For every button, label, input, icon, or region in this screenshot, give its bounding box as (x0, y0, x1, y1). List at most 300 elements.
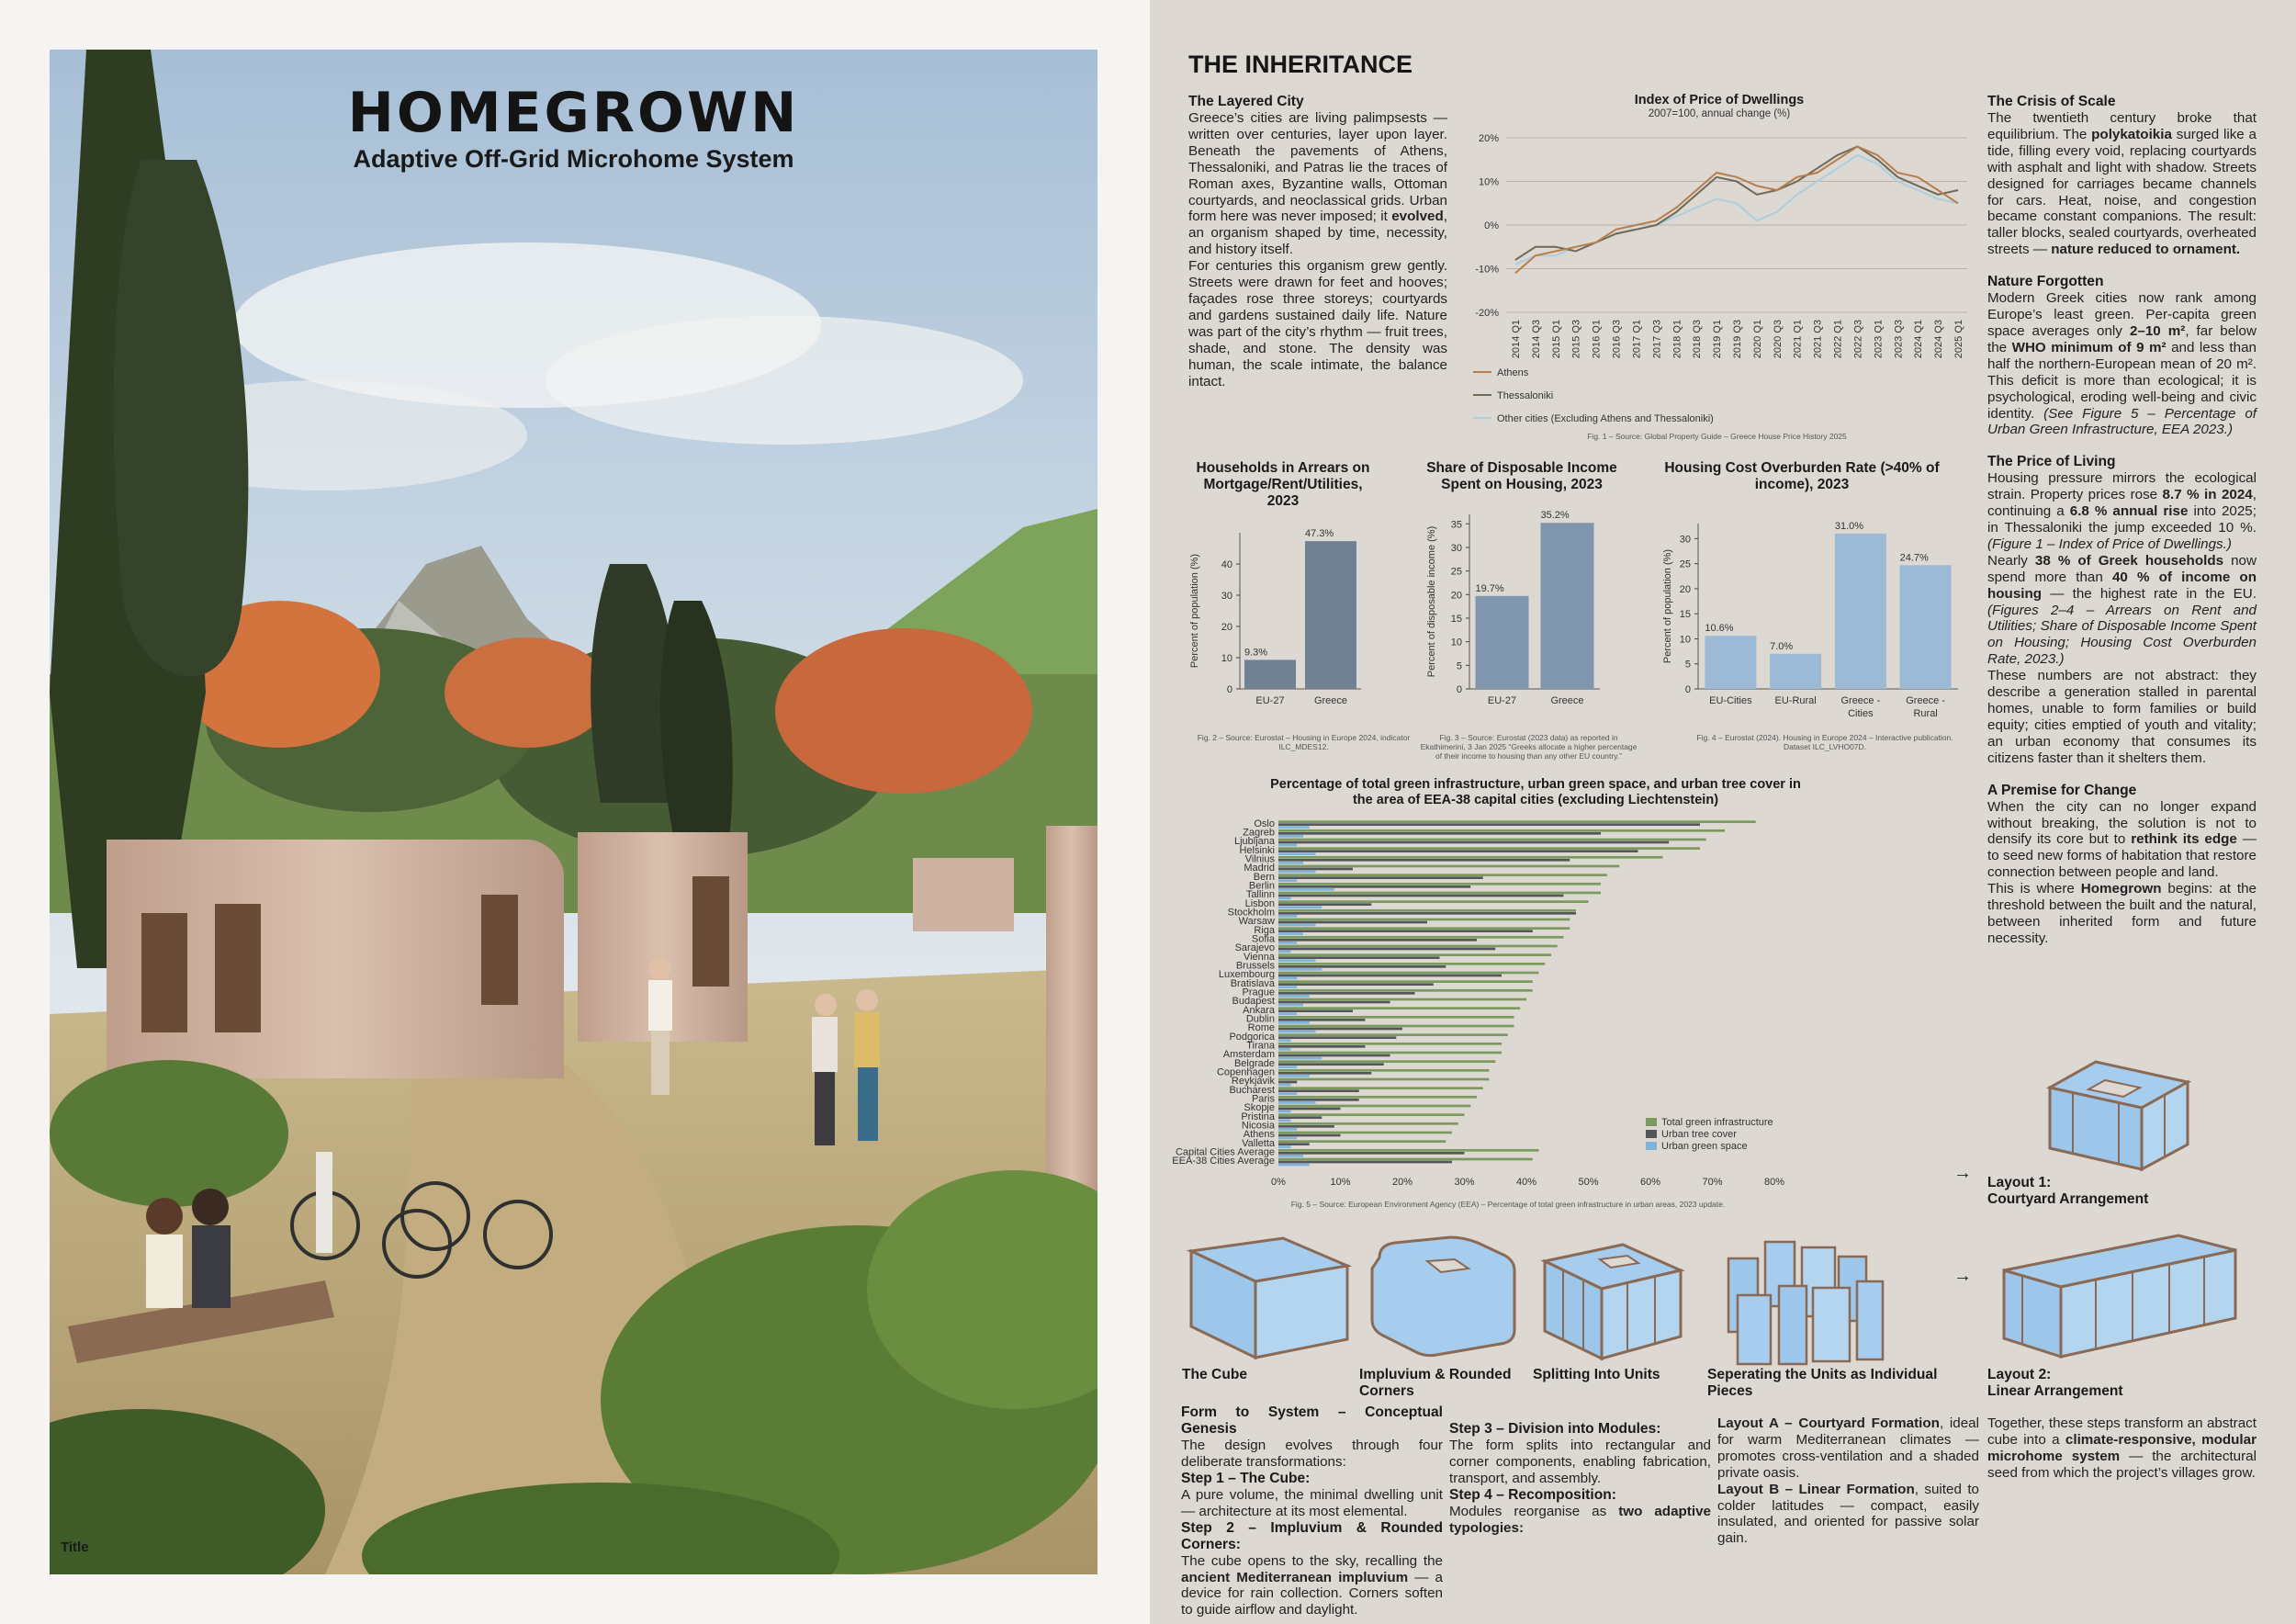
fig5-bar (1278, 1081, 1297, 1084)
fig5-bar (1278, 832, 1601, 835)
bar-category-label: EU-Cities (1709, 695, 1752, 706)
impluvium-diagram (1363, 1234, 1524, 1362)
fig5-category-label: Madrid (1244, 863, 1275, 874)
arrow-layout2: → (1953, 1266, 1972, 1286)
fig5-bar (1278, 956, 1440, 959)
fig1-xtick: 2018 Q3 (1692, 320, 1704, 359)
step1-caption: The Cube (1182, 1367, 1248, 1382)
fig5-bar (1278, 1057, 1322, 1060)
fig5-bar (1278, 983, 1434, 986)
fig5-category-label: Luxembourg (1218, 969, 1275, 981)
fig5-bar (1278, 1108, 1341, 1111)
bar-ytick: 20 (1221, 622, 1232, 633)
bar-value-label: 47.3% (1305, 528, 1334, 540)
fig5-category-label: Bucharest (1229, 1084, 1275, 1096)
fig5-bar (1278, 1063, 1384, 1066)
fig1-title: Index of Price of Dwellings (1634, 93, 1805, 107)
fig5-bar (1278, 1143, 1310, 1145)
fig1-ytick: 0% (1484, 220, 1499, 231)
fig5-category-label: Helsinki (1239, 844, 1275, 856)
fig5-bar (1278, 874, 1607, 876)
fig1-xtick: 2020 Q1 (1751, 320, 1763, 359)
fig5-bar (1278, 1033, 1508, 1036)
fig1-legend-label: Other cities (Excluding Athens and Thessaloniki) (1497, 413, 1714, 424)
fig5-bar-chart (1168, 813, 1829, 1190)
fig5-bar (1278, 919, 1570, 921)
fig5-bar (1278, 959, 1316, 962)
fig5-bar (1278, 1134, 1341, 1137)
fig5-bar (1278, 859, 1570, 862)
fig5-category-label: Copenhagen (1216, 1066, 1275, 1078)
fig5-bar (1278, 1019, 1366, 1021)
fig5-bar (1278, 1161, 1452, 1164)
fig5-bar (1278, 1031, 1316, 1033)
fig1-legend-label: Thessaloniki (1497, 390, 1554, 401)
fig5-source: Fig. 5 – Source: European Environment Agency (EEA) – Percentage of total green infrastructure in urban areas, 2023 update. (1290, 1200, 1726, 1209)
bar-value-label: 24.7% (1899, 552, 1929, 564)
fig5-bar (1278, 998, 1526, 1001)
fig5-bar (1278, 948, 1495, 951)
fig3-source: Fig. 3 – Source: Eurostat (2023 data) as reported in Ekathimerini, 3 Jan 2025 “Greeks allocate a higher percentage of their income to housing than any other EU country.” (1420, 733, 1638, 761)
fig5-bar (1278, 1164, 1310, 1167)
fig5-bar (1278, 1078, 1490, 1081)
fig5-legend-label: Total green infrastructure (1661, 1117, 1773, 1128)
courtyard-layout-diagram (2032, 1054, 2234, 1183)
genesis-col3: Layout A – Courtyard Formation, ideal for warm Mediterranean climates — promotes cross-ventilation and a shaded private oasis. Layout B – Linear Formation, suited to colder latitudes — compact, easily insulated, and oriented for passive solar gain. (1717, 1415, 1980, 1547)
fig5-bar (1278, 852, 1316, 855)
fig2-bar-chart (1187, 514, 1398, 716)
fig5-bar (1278, 992, 1415, 995)
bar-ytick: 30 (1450, 542, 1462, 554)
village-rendering (50, 50, 1097, 1574)
fig1-xtick: 2021 Q1 (1792, 320, 1804, 359)
fig5-legend-swatch (1646, 1130, 1657, 1138)
fig1-xtick: 2015 Q3 (1570, 320, 1582, 359)
fig5-bar (1278, 1066, 1297, 1068)
bar-ytick: 40 (1221, 559, 1232, 570)
fig5-bar (1278, 1028, 1402, 1031)
fig5-bar (1278, 906, 1322, 908)
fig5-category-label: Stockholm (1227, 907, 1275, 919)
bar-value-label: 9.3% (1244, 647, 1268, 659)
fig1-ytick: 20% (1478, 133, 1499, 144)
fig5-category-label: Valletta (1242, 1137, 1275, 1149)
bar-ytick: 25 (1450, 566, 1462, 578)
fig1-xtick: 2017 Q3 (1651, 320, 1663, 359)
layout1-label: Layout 1: Courtyard Arrangement (1987, 1175, 2149, 1207)
fig5-bar (1278, 1025, 1514, 1028)
fig5-category-label: Vilnius (1244, 853, 1275, 865)
fig5-bar (1278, 820, 1756, 823)
fig5-category-label: Rome (1247, 1022, 1275, 1034)
linear-layout-diagram (1995, 1226, 2247, 1364)
bar-value-label: 10.6% (1705, 623, 1734, 635)
fig1 (1462, 92, 1976, 120)
bar-mark (1705, 636, 1756, 689)
fig3-title: Share of Disposable Income Spent on Housing, 2023 (1426, 460, 1617, 492)
fig5-bar (1278, 945, 1558, 948)
fig5-bar (1278, 883, 1601, 885)
fig1-legend-label: Athens (1497, 367, 1529, 378)
price-text: Housing pressure mirrors the ecological strain. Property prices rose 8.7 % in 2024, continuing a 6.8 % annual rise into 2025; in Thessaloniki the jump exceeded 10 %. (Figure 1 – Index of Price of Dwellings.) (1987, 470, 2257, 552)
fig2-source: Fig. 2 – Source: Eurostat – Housing in Europe 2024, indicator ILC_MDES12. (1197, 733, 1411, 751)
fig5-bar (1278, 912, 1576, 915)
bar-ytick: 0 (1456, 684, 1462, 695)
bar-ylabel: Percent of population (%) (1189, 553, 1200, 669)
fig5-bar (1278, 1125, 1334, 1128)
fig1-xtick: 2015 Q1 (1550, 320, 1562, 359)
fig5-bar (1278, 1087, 1483, 1089)
arrow-layout1: → (1953, 1163, 1972, 1183)
fig5-bar (1278, 1132, 1452, 1134)
fig5-bar (1278, 1096, 1477, 1099)
fig5-bar (1278, 1060, 1495, 1063)
fig5-bar (1278, 1036, 1396, 1039)
fig5-legend-swatch (1646, 1142, 1657, 1150)
fig5-bar (1278, 921, 1427, 924)
fig5-category-label: Capital Cities Average (1175, 1146, 1275, 1158)
fig1-xtick: 2024 Q3 (1933, 320, 1945, 359)
fig5-bar (1278, 1158, 1533, 1161)
crisis-text: The twentieth century broke that equilibrium. The polykatoikia surged like a tide, filling every void, replacing courtyards with asphalt and light with shadow. Streets designed for carriages became channels for cars. Heat, noise, and congestion became constant companions. The result: taller blocks, sealed courtyards, overheated streets — nature reduced to ornament. (1987, 110, 2257, 258)
fig5-category-label: Vienna (1243, 951, 1275, 963)
fig5-bar (1278, 865, 1619, 868)
fig5-xtick: 0% (1271, 1177, 1286, 1188)
fig1-xtick: 2016 Q3 (1611, 320, 1623, 359)
step3-caption: Splitting Into Units (1533, 1367, 1660, 1382)
fig5-bar (1278, 1128, 1297, 1131)
fig5-category-label: Paris (1251, 1093, 1275, 1105)
corner-label: Title (61, 1539, 89, 1555)
fig5-bar (1278, 1075, 1310, 1077)
section-heading: THE INHERITANCE (1188, 51, 1413, 78)
splitting-diagram (1536, 1235, 1687, 1364)
fig5-bar (1278, 1043, 1502, 1045)
cube-diagram (1182, 1231, 1361, 1364)
fig5-category-label: Lisbon (1244, 897, 1275, 909)
fig5-bar (1278, 986, 1297, 988)
fig1-subtitle: 2007=100, annual change (%) (1648, 108, 1791, 119)
bar-ytick: 0 (1226, 684, 1232, 695)
fig5-xtick: 80% (1763, 1177, 1785, 1188)
fig5-bar (1278, 1116, 1322, 1119)
fig5-bar (1278, 839, 1706, 841)
fig5-title: Percentage of total green infrastructure, urban green space, and urban tree cover in the area of EEA-38 capital cities (excluding Liechtenstein) (1270, 777, 1801, 807)
bar-category-label: Greece (1550, 695, 1584, 706)
bar-ytick: 15 (1679, 609, 1691, 621)
rendering-image (50, 50, 1097, 1574)
fig5-category-label: Belgrade (1233, 1057, 1275, 1069)
fig5-category-label: Podgorica (1229, 1031, 1275, 1043)
crisis-title: The Crisis of Scale (1987, 94, 2116, 109)
fig5-bar (1278, 1007, 1520, 1009)
bar-ytick: 25 (1679, 558, 1691, 570)
fig5-bar (1278, 879, 1297, 882)
bar-category-label: Cities (1848, 708, 1874, 719)
bar-ytick: 10 (1450, 637, 1462, 648)
bar-ytick: 30 (1221, 591, 1232, 602)
fig5-bar (1278, 1111, 1291, 1113)
fig5-bar (1278, 951, 1291, 953)
bar-ylabel: Percent of disposable income (%) (1426, 525, 1437, 678)
bar-category-label: Greece (1313, 695, 1348, 706)
bar-ylabel: Percent of population (%) (1662, 548, 1673, 664)
fig5-bar (1278, 823, 1700, 826)
fig5-bar (1278, 900, 1589, 903)
fig5-category-label: Prague (1242, 987, 1275, 998)
fig5-category-label: Berlin (1248, 880, 1275, 892)
fig4-title: Housing Cost Overburden Rate (>40% of income), 2023 (1664, 460, 1940, 492)
bar-mark (1770, 654, 1821, 689)
fig1-xtick: 2023 Q1 (1873, 320, 1885, 359)
bar-category-label: EU-27 (1255, 695, 1285, 706)
fig5-legend-label: Urban tree cover (1661, 1129, 1737, 1140)
bar-mark (1541, 523, 1594, 689)
fig5-bar (1278, 895, 1564, 897)
fig5-bar (1278, 847, 1700, 850)
genesis-col2: Step 3 – Division into Modules: The form splits into rectangular and corner components, enabling fabrication, transport, and assembly. Step 4 – Recomposition: Modules reorganise as two adaptive typologies: (1449, 1421, 1711, 1536)
fig5-bar (1278, 1099, 1359, 1101)
fig5-bar (1278, 965, 1446, 968)
bar-category-label: EU-27 (1487, 695, 1517, 706)
fig5-xtick: 60% (1639, 1177, 1661, 1188)
fig5-bar (1278, 942, 1297, 944)
fig5-category-label: Brussels (1235, 960, 1275, 972)
fig1-xtick: 2021 Q3 (1812, 320, 1824, 359)
price-title: The Price of Living (1987, 454, 2116, 470)
fig5-bar (1278, 1101, 1316, 1104)
layout2-label: Layout 2: Linear Arrangement (1987, 1367, 2123, 1399)
fig5-category-label: EEA-38 Cities Average (1172, 1156, 1275, 1167)
fig5-bar (1278, 841, 1669, 844)
fig5-xtick: 10% (1330, 1177, 1351, 1188)
fig5-bar (1278, 1016, 1514, 1019)
bar-mark (1305, 541, 1356, 689)
bar-ytick: 10 (1679, 634, 1691, 646)
bar-value-label: 7.0% (1770, 640, 1794, 652)
right-text-column: The Crisis of Scale The twentieth century broke that equilibrium. The polykatoikia surged like a tide, filling every void, replacing courtyards with asphalt and light with shadow. Streets designed for carriages became channels for cars. Heat, noise, and congestion became constant companions. The result: taller blocks, sealed courtyards, overheated streets — nature reduced to ornament. Nature Forgotten Modern Greek cities now rank among Europe’s least green. Per-capita green space averages only 2–10 m², far below the WHO minimum of 9 m² and less than half the northern-European mean of 20 m². This deficit is more than ecological; it is psychological, eroding well-being and civic identity. (See Figure 5 – Percentage of Urban Green Infrastructure, EEA 2023.) The Price of Living Housing pressure mirrors the ecological strain. Property prices rose 8.7 % in 2024, continuing a 6.8 % annual rise into 2025; in Thessaloniki the jump exceeded 10 %. (Figure 1 – Index of Price of Dwellings.) Nearly 38 % of Greek households now spend more than 40 % of income on housing — the highest rate in the EU. (Figures 2–4 – Arrears on Rent and Utilities; Share of Disposable Income Spent on Housing; Housing Cost Overburden Rate, 2023.) These numbers are not abstract: they describe a generation stalled in parental homes, unable to form families or build equity; cities emptied of youth and vitality; an urban economy that consumes its citizens faster than it shelters them. A Premise for Change When the city can no longer expand without breaking, the solution is not to densify its core but to rethink its edge — to seed new forms of habitation that restore connection between people and land. This is where Homegrown begins: at the threshold between the built and the natural, between inherited form and future necessity. (1987, 94, 2257, 946)
bar-ytick: 30 (1679, 534, 1691, 546)
fig5-bar (1278, 1084, 1291, 1087)
premise-title: A Premise for Change (1987, 782, 2137, 798)
fig5-bar (1278, 903, 1371, 906)
fig5-bar (1278, 1105, 1470, 1108)
genesis-col1: Form to System – Conceptual Genesis The design evolves through four deliberate transformations: Step 1 – The Cube: A pure volume, the minimal dwelling unit — architecture at its most elemental. Step 2 – Impluvium & Rounded Corners: The cube opens to the sky, recalling the ancient Mediterranean impluvium — a device for rain collection. Corners soften to guide airflow and daylight. (1181, 1404, 1443, 1618)
fig5-bar (1278, 953, 1551, 956)
fig5-category-label: Tallinn (1245, 889, 1275, 901)
fig2-title: Households in Arrears on Mortgage/Rent/Utilities, 2023 (1196, 460, 1370, 509)
fig5-xtick: 70% (1702, 1177, 1723, 1188)
fig5-bar (1278, 862, 1303, 864)
fig5-bar (1278, 989, 1533, 992)
fig3-bar-chart (1424, 503, 1635, 716)
fig1-xtick: 2019 Q1 (1712, 320, 1724, 359)
fig5-bar (1278, 885, 1470, 888)
premise-text: When the city can no longer expand without breaking, the solution is not to densify its core but to rethink its edge — to seed new forms of habitation that restore connection between people and land. (1987, 798, 2257, 881)
fig5-bar (1278, 871, 1316, 874)
fig5-bar (1278, 1001, 1390, 1004)
fig5-bar (1278, 1039, 1291, 1042)
fig5-category-label: Skopje (1244, 1102, 1275, 1114)
fig1-xtick: 2025 Q1 (1953, 320, 1964, 359)
fig1-xtick: 2022 Q3 (1852, 320, 1864, 359)
bar-ytick: 5 (1456, 660, 1462, 672)
fig1-xtick: 2024 Q1 (1913, 320, 1925, 359)
fig1-xtick: 2017 Q1 (1631, 320, 1643, 359)
fig5-bar (1278, 1021, 1310, 1024)
right-page (1150, 0, 2296, 1624)
fig5-bar (1278, 963, 1545, 965)
fig5-bar (1278, 915, 1297, 918)
fig5-category-label: Amsterdam (1222, 1049, 1275, 1061)
bar-category-label: EU-Rural (1774, 695, 1817, 706)
fig5-category-label: Sarajevo (1234, 942, 1275, 954)
fig5-bar (1278, 1149, 1539, 1152)
fig1-ytick: 10% (1478, 176, 1499, 188)
fig5-bar (1278, 975, 1502, 977)
bar-category-label: Greece - (1906, 695, 1946, 706)
fig5-bar (1278, 829, 1725, 832)
poster-title: HOMEGROWN (347, 81, 800, 145)
bar-value-label: 31.0% (1834, 520, 1864, 532)
bar-mark (1900, 565, 1952, 689)
fig1-series-line (1515, 147, 1958, 274)
fig5-category-label: Reykjavik (1231, 1076, 1275, 1088)
fig1-xtick: 2018 Q1 (1671, 320, 1683, 359)
layered-city-title: The Layered City (1188, 94, 1304, 109)
fig5-bar (1278, 936, 1564, 939)
fig5-category-label: Dublin (1245, 1013, 1275, 1025)
fig5-bar (1278, 909, 1576, 912)
fig5-bar (1278, 1069, 1490, 1072)
fig5-category-label: Sofia (1251, 933, 1275, 945)
fig5-category-label: Oslo (1254, 818, 1275, 829)
fig5-bar (1278, 930, 1533, 932)
fig5-legend-label: Urban green space (1661, 1141, 1748, 1152)
fig5-bar (1278, 1072, 1371, 1075)
fig5-bar (1278, 924, 1316, 927)
fig5-bar (1278, 892, 1601, 895)
fig5-bar (1278, 1092, 1297, 1095)
fig5-bar (1278, 1054, 1390, 1057)
bar-ytick: 15 (1450, 613, 1462, 625)
fig1-xtick: 2020 Q3 (1772, 320, 1784, 359)
bar-ytick: 20 (1450, 590, 1462, 602)
fig1-source: Fig. 1 – Source: Global Property Guide – Greece House Price History 2025 (1587, 432, 1847, 441)
bar-ytick: 0 (1684, 684, 1691, 695)
fig5-category-label: Zagreb (1243, 827, 1275, 839)
fig5-category-label: Ljubljana (1233, 836, 1275, 848)
poster-subtitle: Adaptive Off-Grid Microhome System (353, 145, 794, 173)
fig5-bar (1278, 1137, 1297, 1140)
fig5-bar (1278, 1113, 1465, 1116)
step4-caption: Seperating the Units as Individual Pieces (1707, 1367, 1938, 1399)
fig1-xtick: 2019 Q3 (1732, 320, 1743, 359)
bar-category-label: Greece - (1840, 695, 1881, 706)
fig5-bar (1278, 835, 1303, 838)
bar-value-label: 35.2% (1540, 510, 1570, 522)
fig5-bar (1278, 856, 1663, 859)
fig5-category-label: Riga (1254, 924, 1275, 936)
bar-ytick: 20 (1679, 583, 1691, 595)
fig5-bar (1278, 927, 1570, 930)
fig5-bar (1278, 932, 1303, 935)
fig5-bar (1278, 980, 1533, 983)
fig5-bar (1278, 826, 1310, 829)
fig5-bar (1278, 868, 1353, 871)
fig5-bar (1278, 977, 1297, 980)
fig5-xtick: 50% (1578, 1177, 1599, 1188)
fig5-category-label: Warsaw (1238, 916, 1275, 928)
fig5-bar (1278, 888, 1334, 891)
bar-category-label: Rural (1913, 708, 1938, 719)
nature-title: Nature Forgotten (1987, 274, 2104, 290)
fig5-bar (1278, 1155, 1303, 1157)
step2-caption: Impluvium & Rounded Corners (1359, 1367, 1512, 1399)
fig1-xtick: 2022 Q1 (1832, 320, 1844, 359)
fig5-bar (1278, 850, 1638, 852)
fig5-bar (1278, 844, 1297, 847)
fig5-category-label: Nicosia (1241, 1120, 1275, 1132)
separated-units-diagram (1710, 1231, 1894, 1369)
bar-mark (1835, 534, 1886, 689)
fig5-bar (1278, 897, 1291, 900)
fig5-category-label: Bern (1253, 871, 1275, 883)
bar-ytick: 5 (1684, 659, 1691, 671)
fig5-category-label: Pristina (1241, 1111, 1275, 1122)
fig5-category-label: Bratislava (1230, 977, 1275, 989)
bar-ytick: 10 (1221, 653, 1232, 664)
fig5-category-label: Tirana (1246, 1040, 1275, 1052)
fig5-bar (1278, 1145, 1291, 1148)
fig5-bar (1278, 1012, 1297, 1015)
nature-text: Modern Greek cities now rank among Europe’s least green. Per-capita green space averages only 2–10 m², far below the WHO minimum of 9 m² and less than half the northern-European mean of 20 m². This deficit is more than ecological; it is psychological, eroding well-being and civic identity. (See Figure 5 – Percentage of Urban Green Infrastructure, EEA 2023.) (1987, 290, 2257, 438)
fig1-xtick: 2016 Q1 (1591, 320, 1603, 359)
fig5-bar (1278, 1004, 1303, 1007)
bar-ytick: 35 (1450, 519, 1462, 531)
fig5-legend-swatch (1646, 1118, 1657, 1126)
fig5-xtick: 30% (1454, 1177, 1475, 1188)
fig5-xtick: 20% (1391, 1177, 1413, 1188)
bar-value-label: 19.7% (1475, 582, 1504, 594)
fig5-bar (1278, 1009, 1353, 1012)
fig5-bar (1278, 1045, 1366, 1048)
fig5-category-label: Athens (1243, 1129, 1275, 1141)
layered-city-text: The Layered City Greece’s cities are living palimpsests — written over centuries, layer upon layer. Beneath the pavements of Athens, Thessaloniki, and Patras lie the traces of Roman axes, Byzantine walls, Ottoman courtyards, and neoclassical grids. Urban form here was never imposed; it evolved, an organism shaped by time, necessity, and history itself. For centuries this organism grew gently. Streets were drawn for feet and hooves; façades rose three storeys; courtyards and gardens sustained daily life. Nature was part of the city’s rhythm — fruit trees, shade, and stone. The density was human, the scale intimate, the balance intact. (1188, 94, 1447, 389)
genesis-conclusion: Together, these steps transform an abstract cube into a climate-responsive, modular microhome system — the architectural seed from which the project’s villages grow. (1987, 1415, 2257, 1481)
fig5-bar (1278, 876, 1483, 879)
fig1-ytick: -20% (1475, 308, 1499, 319)
fig5-bar (1278, 968, 1322, 971)
fig5-category-label: Ankara (1243, 1004, 1275, 1016)
fig5-bar (1278, 1140, 1446, 1143)
fig1-xtick: 2014 Q1 (1511, 320, 1522, 359)
fig5-xtick: 40% (1515, 1177, 1537, 1188)
bar-mark (1244, 660, 1296, 689)
fig5-bar (1278, 1052, 1502, 1054)
fig5-bar (1278, 1152, 1465, 1155)
fig4-source: Fig. 4 – Eurostat (2024). Housing in Europe 2024 – Interactive publication. Dataset ILC_LVHO07D. (1696, 733, 1953, 751)
fig5-bar (1278, 995, 1310, 998)
fig5-bar (1278, 1089, 1359, 1092)
bar-mark (1476, 596, 1529, 689)
fig1-xtick: 2014 Q3 (1530, 320, 1542, 359)
fig5-bar (1278, 1122, 1458, 1125)
fig1-ytick: -10% (1475, 264, 1499, 276)
fig5-bar (1278, 1048, 1291, 1051)
fig5-category-label: Budapest (1232, 996, 1275, 1008)
fig5-bar (1278, 972, 1539, 975)
